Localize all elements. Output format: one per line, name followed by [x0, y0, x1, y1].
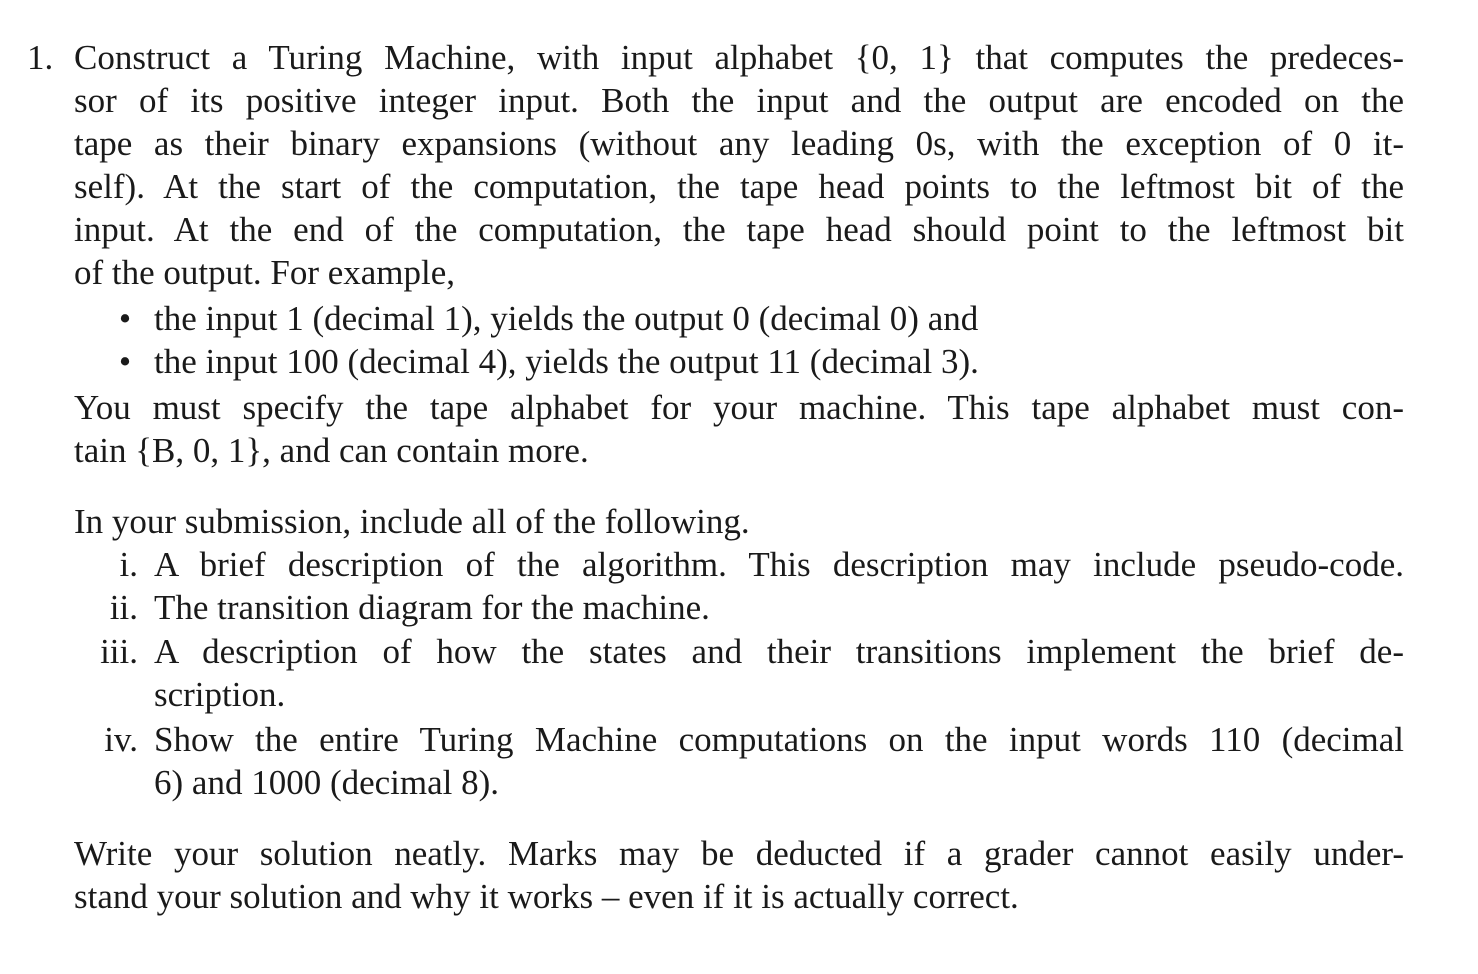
intro-line-2: sor of its positive integer input. Both the input and the output are encoded on the	[74, 81, 1404, 120]
requirement-numeral-3: iii.	[100, 632, 138, 671]
alphabet-line-2: tain {B, 0, 1}, and can contain more.	[74, 431, 589, 470]
closing-line-2: stand your solution and why it works – even if it is actually correct.	[74, 877, 1019, 916]
requirement-4-line-1: Show the entire Turing Machine computations on the input words 110 (decimal	[154, 720, 1404, 759]
submission-heading: In your submission, include all of the following.	[74, 502, 750, 541]
requirement-1-line-1: A brief description of the algorithm. This description may include pseudo-code.	[154, 545, 1404, 584]
closing-line-1: Write your solution neatly. Marks may be deducted if a grader cannot easily under-	[74, 834, 1404, 873]
example-bullet-2: •	[118, 342, 132, 381]
intro-line-4: self). At the start of the computation, the tape head points to the leftmost bit of the	[74, 167, 1404, 206]
requirement-numeral-4: iv.	[104, 720, 138, 759]
requirement-4-line-2: 6) and 1000 (decimal 8).	[154, 763, 500, 802]
intro-line-6: of the output. For example,	[74, 253, 456, 292]
intro-line-1: Construct a Turing Machine, with input alphabet {0, 1} that computes the predeces-	[74, 38, 1404, 77]
requirement-3-line-2: scription.	[154, 675, 286, 714]
requirement-2-line-1: The transition diagram for the machine.	[154, 588, 710, 627]
example-item-2: the input 100 (decimal 4), yields the output 11 (decimal 3).	[154, 342, 979, 381]
requirement-3-line-1: A description of how the states and their transitions implement the brief de-	[154, 632, 1404, 671]
problem-number: 1.	[27, 38, 54, 77]
example-item-1: the input 1 (decimal 1), yields the output 0 (decimal 0) and	[154, 299, 979, 338]
requirement-numeral-2: ii.	[109, 588, 138, 627]
intro-line-5: input. At the end of the computation, the tape head should point to the leftmost bit	[74, 210, 1404, 249]
requirement-numeral-1: i.	[119, 545, 138, 584]
intro-line-3: tape as their binary expansions (without any leading 0s, with the exception of 0 it-	[74, 124, 1404, 163]
alphabet-line-1: You must specify the tape alphabet for your machine. This tape alphabet must con-	[74, 388, 1404, 427]
example-bullet-1: •	[118, 299, 132, 338]
